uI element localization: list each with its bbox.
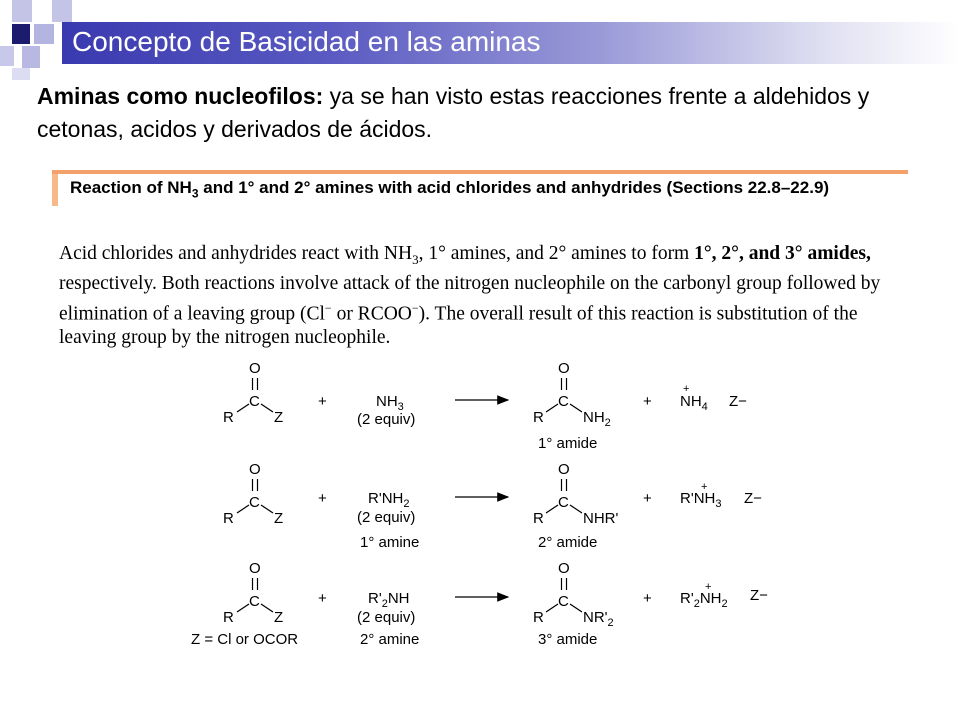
svg-text:R: R: [533, 609, 544, 626]
svg-text:C: C: [249, 494, 260, 511]
acyl-reactant-2: [223, 461, 283, 527]
intro-rest: ya se han visto estas reacciones frente a aldehidos y cetonas, acidos y derivados de ácidos.: [37, 83, 870, 142]
section-paragraph: Acid chlorides and anhydrides react with $NH_3$, 1° amines, and 2° amines to form 1°, 2°, and 3° amides, respectively. Both reactions involve attack of the nitrogen nucleophile on the carbonyl group followed by elimination of a leaving group (Cl− or RCOO−). The overall result of this reaction is substitution of the leaving group by the nitrogen nucleophile.: [59, 243, 881, 349]
svg-text:O: O: [249, 360, 261, 377]
acyl-reactant-3: [191, 560, 298, 648]
svg-text:R'2NH2: $R'_2NH_2$: [680, 590, 728, 610]
svg-text:C: C: [249, 593, 260, 610]
svg-text:Z−: Z−: [729, 393, 747, 410]
svg-text:Z: Z: [274, 510, 284, 527]
svg-text:C: C: [558, 494, 569, 511]
svg-text:C: C: [558, 593, 569, 610]
svg-text:NHR': NHR': [583, 510, 619, 527]
svg-text:R: R: [533, 510, 544, 527]
svg-text:C: C: [249, 393, 260, 410]
svg-text:C: C: [558, 393, 569, 410]
svg-text:+: +: [683, 383, 690, 395]
svg-text:Z: Z: [274, 409, 284, 426]
nucleophile-1: [357, 393, 415, 428]
reaction-row-2: [223, 461, 762, 551]
slide-title: Concepto de Basicidad en las aminas: [72, 26, 541, 57]
amide-label: 2° amide: [538, 534, 598, 551]
svg-text:R'NH3: $R'NH_3$: [680, 490, 722, 510]
svg-text:NH3: $NH_3$: [376, 393, 404, 413]
reaction-row-1: [223, 360, 747, 452]
amide-product-1: [533, 360, 611, 452]
plus-sign: +: [643, 490, 652, 507]
plus-sign: +: [643, 590, 652, 607]
svg-text:R: R: [533, 409, 544, 426]
svg-text:NH4: $NH_4$: [680, 393, 708, 413]
ammonium-salt-3: [680, 581, 768, 610]
svg-text:R: R: [223, 409, 234, 426]
plus-sign: +: [318, 590, 327, 607]
z-definition: Z = Cl or OCOR: [191, 631, 299, 648]
amide-label: 3° amide: [538, 631, 598, 648]
amide-product-3: [533, 560, 614, 648]
plus-sign: +: [318, 490, 327, 507]
ammonium-salt-1: [680, 383, 747, 413]
svg-text:(2 equiv): (2 equiv): [357, 411, 416, 428]
svg-text:R'2NH: $R'_2NH$: [368, 590, 410, 610]
svg-text:Z−: Z−: [750, 587, 768, 604]
svg-text:R: R: [223, 510, 234, 527]
intro-bold: Aminas como nucleofilos:: [37, 83, 324, 109]
svg-text:(2 equiv): (2 equiv): [357, 609, 416, 626]
svg-text:NR'2: $NR'_2$: [583, 609, 614, 629]
svg-text:+: +: [705, 581, 712, 593]
plus-sign: +: [318, 393, 327, 410]
svg-text:O: O: [249, 461, 261, 478]
svg-text:NH2: $NH_2$: [583, 409, 611, 429]
section-heading: Reaction of $NH_3$ and 1° and 2° amines with acid chlorides and anhydrides (Sections 22.8–22.9): [70, 178, 830, 201]
plus-sign: +: [643, 393, 652, 410]
ammonium-salt-2: [680, 481, 762, 510]
svg-text:O: O: [558, 360, 570, 377]
svg-text:R'NH2: $R'NH_2$: [368, 490, 410, 510]
svg-text:+: +: [701, 481, 708, 493]
svg-text:(2 equiv): (2 equiv): [357, 509, 416, 526]
amine-label: 2° amine: [360, 631, 420, 648]
svg-text:Z−: Z−: [744, 490, 762, 507]
svg-text:Z: Z: [274, 609, 284, 626]
nucleophile-2: [357, 490, 419, 551]
reaction-row-3: [191, 560, 768, 648]
svg-text:O: O: [558, 461, 570, 478]
amide-product-2: [533, 461, 618, 551]
amide-label: 1° amide: [538, 435, 598, 452]
svg-text:O: O: [249, 560, 261, 577]
svg-text:R: R: [223, 609, 234, 626]
acyl-reactant-1: [223, 360, 283, 426]
amine-label: 1° amine: [360, 534, 420, 551]
nucleophile-3: [357, 590, 419, 648]
svg-text:O: O: [558, 560, 570, 577]
